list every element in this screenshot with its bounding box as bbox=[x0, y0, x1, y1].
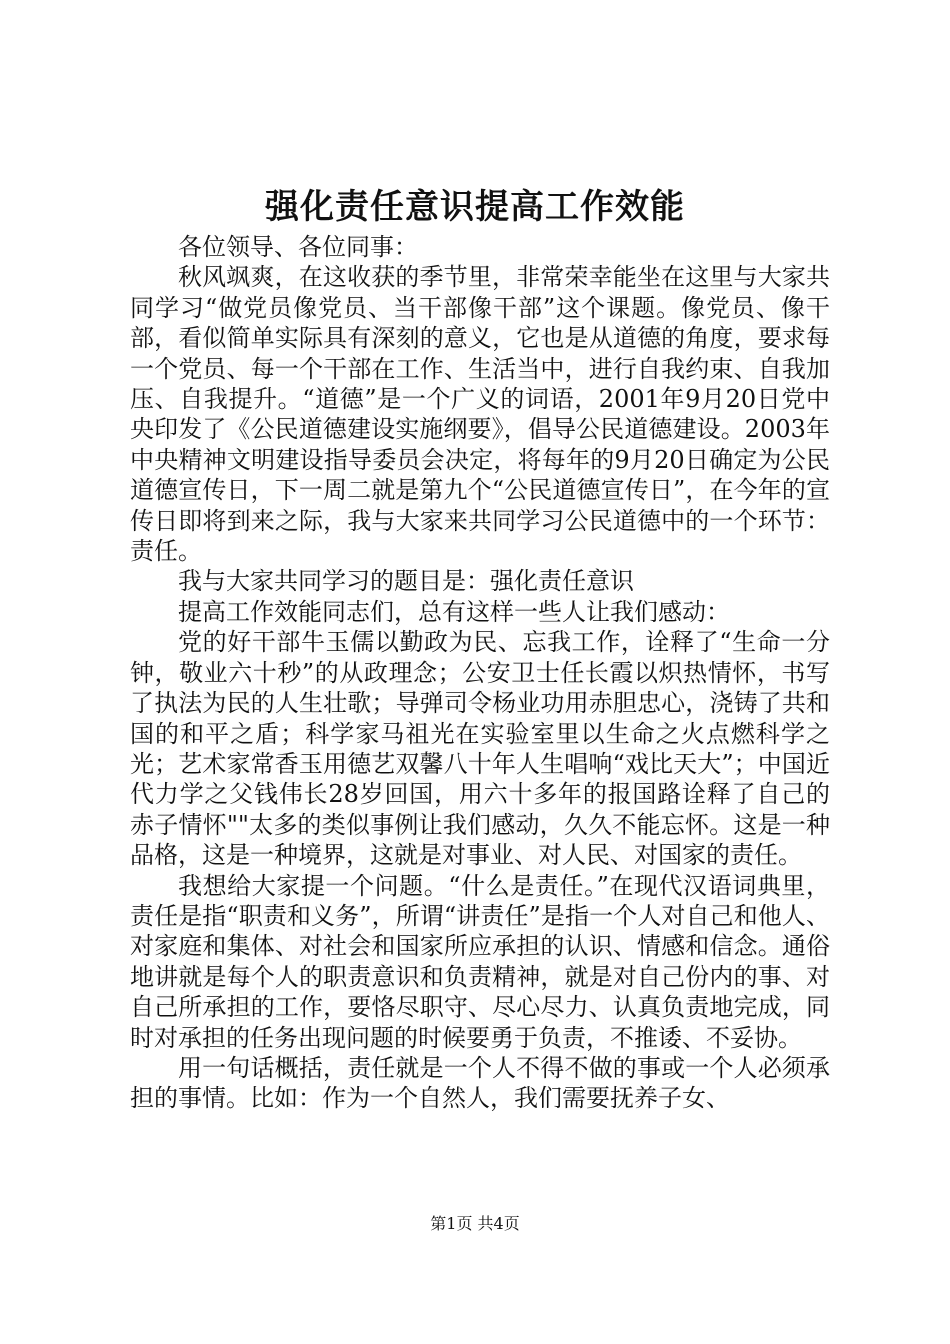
paragraph-topic: 我与大家共同学习的题目是：强化责任意识 bbox=[178, 567, 634, 596]
paragraph-transition: 提高工作效能同志们，总有这样一些人让我们感动： bbox=[178, 597, 730, 626]
paragraph-definition: 我想给大家提一个问题。“什么是责任。”在现代汉语词典里，责任是指“职责和义务”，所谓“讲责任”是指一个人对自己和他人、对家庭和集体、对社会和国家所应承担的认识、情感和信念。通俗地讲就是每个人的职责意识和负责精神，就是对自己份内的事、对自己所承担的工作，要恪尽职守、尽心尽力、认真负责地完成，同时对承担的任务出现问题的时候要勇于负责，不推诿、不妥协。 bbox=[130, 871, 830, 1052]
paragraph-summary: 用一句话概括，责任就是一个人不得不做的事或一个人必须承担的事情。比如：作为一个自然人，我们需要抚养子女、 bbox=[130, 1053, 830, 1113]
document-title: 强化责任意识提高工作效能 bbox=[265, 187, 685, 227]
paragraph-salutation: 各位领导、各位同事： bbox=[178, 233, 418, 261]
paragraph-examples: 党的好干部牛玉儒以勤政为民、忘我工作，诠释了“生命一分钟，敬业六十秒”的从政理念；公安卫士任长霞以炽热情怀，书写了执法为民的人生壮歌；导弹司令杨业功用赤胆忠心，浇铸了共和国的和平之盾；科学家马祖光在实验室里以生命之火点燃科学之光；艺术家常香玉用德艺双馨八十年人生唱响“戏比天大”；中国近代力学之父钱伟长28岁回国，用六十多年的报国路诠释了自己的赤子情怀""太多的类似事例让我们感动，久久不能忘怀。这是一种品格，这是一种境界，这就是对事业、对人民、对国家的责任。 bbox=[130, 628, 830, 870]
page-footer: 第1页 共4页 bbox=[430, 1214, 520, 1233]
document-body bbox=[130, 232, 830, 1114]
paragraph-introduction: 秋风飒爽，在这收获的季节里，非常荣幸能坐在这里与大家共同学习“做党员像党员、当干部像干部”这个课题。像党员、像干部，看似简单实际具有深刻的意义，它也是从道德的角度，要求每一个党员、每一个干部在工作、生活当中，进行自我约束、自我加压、自我提升。“道德”是一个广义的词语，2001年9月20日党中央印发了《公民道德建设实施纲要》，倡导公民道德建设。2003年中央精神文明建设指导委员会决定，将每年的9月20日确定为公民道德宣传日，下一周二就是第九个“公民道德宣传日”，在今年的宣传日即将到来之际，我与大家来共同学习公民道德中的一个环节：责任。 bbox=[130, 263, 830, 566]
